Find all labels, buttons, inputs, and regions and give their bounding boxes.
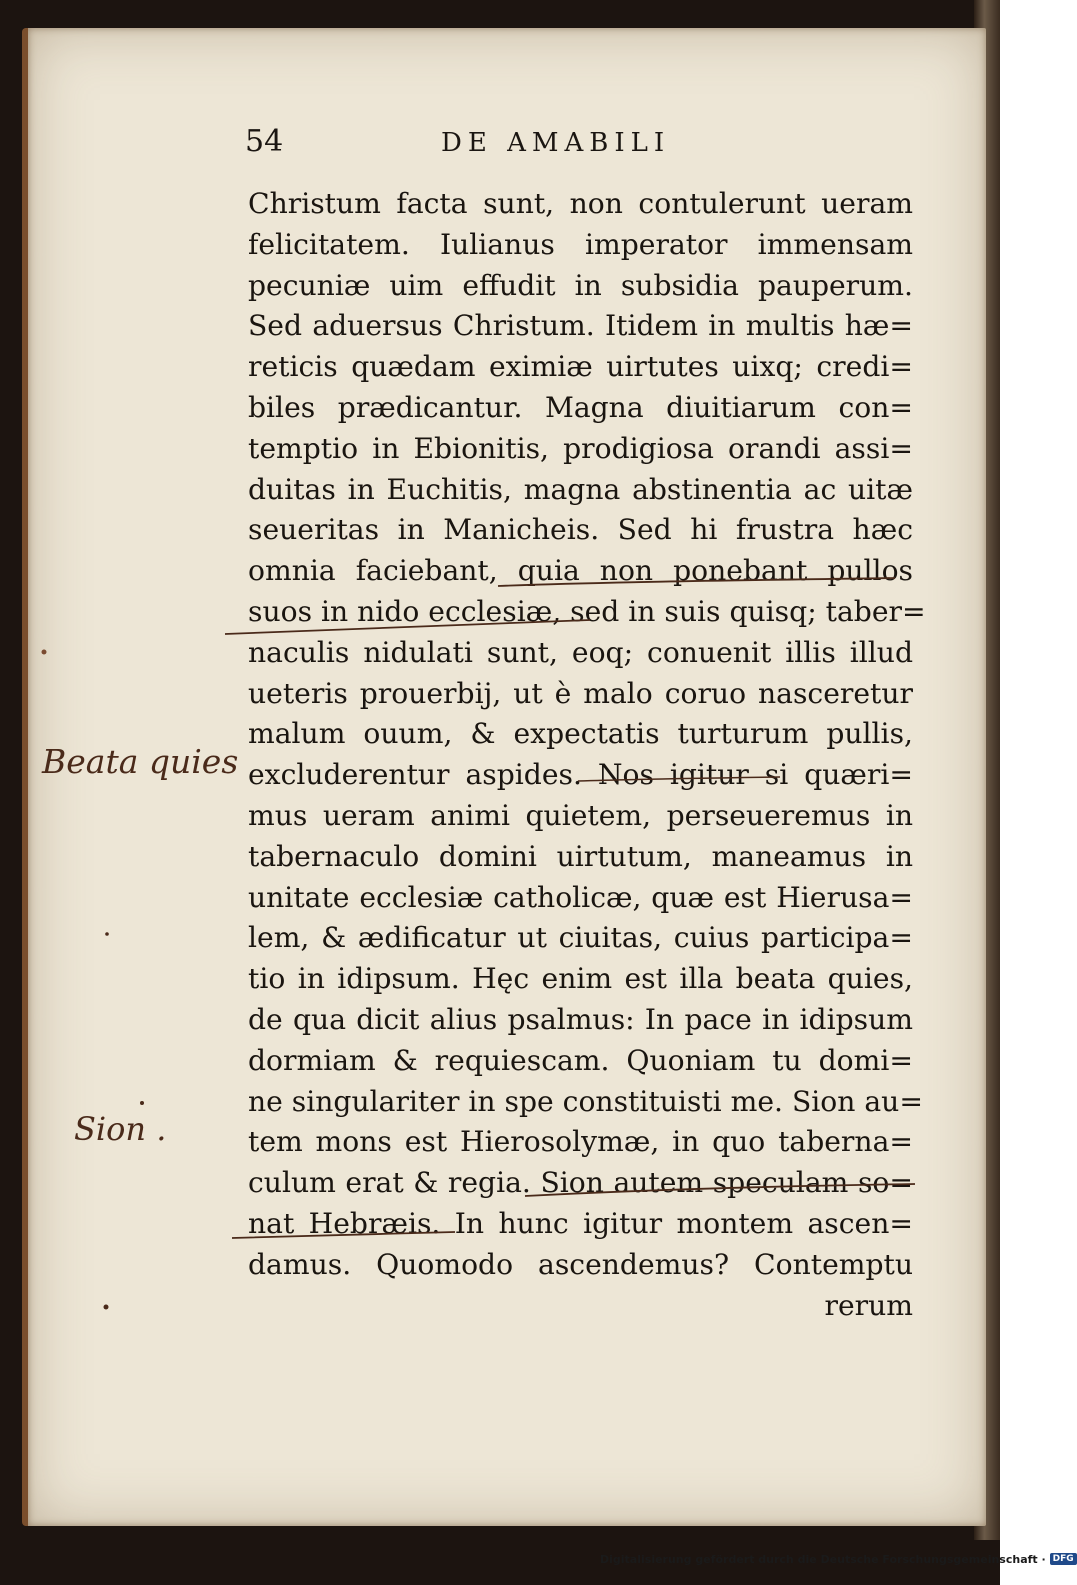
text-line: duitas in Euchitis, magna abstinentia ac uitæ — [248, 472, 913, 506]
text-line: naculis nidulati sunt, eoq; conuenit illis illud — [248, 635, 913, 669]
text-line: omnia faciebant, quia non ponebant pullos — [248, 554, 913, 588]
text-line: dormiam & requiescam. Quoniam tu domi= — [248, 1043, 913, 1077]
body-text — [248, 184, 926, 1326]
marginal-note-beata-quies: Beata quies — [42, 742, 239, 781]
text-line: malum ouum, & expectatis turturum pullis, — [248, 717, 913, 751]
text-line: lem, & ædificatur ut ciuitas, cuius participa= — [248, 921, 913, 955]
marginal-note-sion: Sion . — [74, 1110, 167, 1148]
text-line: de qua dicit alius psalmus: In pace in idipsum — [248, 1002, 913, 1036]
text-line: damus. Quomodo ascendemus? Contemptu — [248, 1247, 913, 1281]
text-line: felicitatem. Iulianus imperator immensam — [248, 227, 913, 261]
text-line: tem mons est Hierosolymæ, in quo taberna= — [248, 1125, 913, 1159]
text-line: tio in idipsum. Hęc enim est illa beata quies, — [248, 962, 913, 996]
text-line: nat Hebræis. In hunc igitur montem ascen= — [248, 1206, 913, 1240]
page-header — [245, 124, 945, 164]
text-line: suos in nido ecclesiæ, sed in suis quisq; taber= — [248, 594, 926, 628]
text-line: Christum facta sunt, non contulerunt ueram — [248, 187, 913, 220]
text-line: seueritas in Manicheis. Sed hi frustra hæc — [248, 513, 913, 547]
text-line: tabernaculo domini uirtutum, maneamus in — [248, 839, 913, 873]
credit-text: Digitalisierung gefördert durch die Deutsche Forschungsgemeinschaft · — [600, 1552, 1046, 1566]
text-line: Sed aduersus Christum. Itidem in multis hæ= — [248, 309, 913, 343]
digitization-credit — [600, 1548, 1077, 1570]
text-line: mus ueram animi quietem, perseueremus in — [248, 798, 913, 832]
dfg-logo: DFG — [1050, 1553, 1077, 1565]
page-number: 54 — [245, 124, 284, 159]
text-line: reticis quædam eximiæ uirtutes uixq; credi= — [248, 350, 913, 384]
text-line: excluderentur aspides. Nos igitur si quæri= — [248, 758, 913, 792]
text-line: ne singulariter in spe constituisti me. Sion au= — [248, 1084, 923, 1118]
text-line: pecuniæ uim effudit in subsidia pauperum. — [248, 268, 913, 302]
text-line: culum erat & regia. Sion autem speculam so= — [248, 1166, 913, 1200]
text-line: temptio in Ebionitis, prodigiosa orandi assi= — [248, 431, 913, 465]
text-line: unitate ecclesiæ catholicæ, quæ est Hierusa= — [248, 880, 913, 914]
running-title: DE AMABILI — [441, 128, 671, 158]
text-line: biles prædicantur. Magna diuitiarum con= — [248, 390, 913, 424]
text-line: ueteris prouerbij, ut è malo coruo nasceretur — [248, 676, 913, 710]
catchword: rerum — [824, 1288, 913, 1322]
